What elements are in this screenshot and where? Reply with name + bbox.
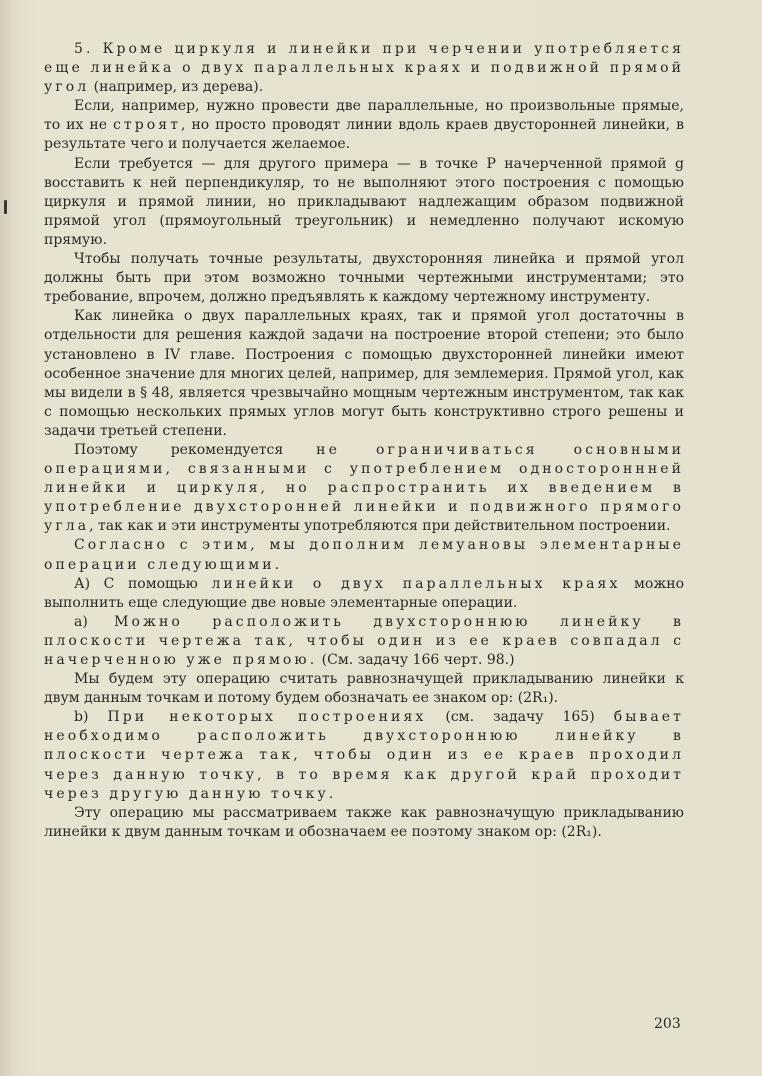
paragraph (44, 250, 684, 307)
spaced-text: строят (112, 117, 182, 134)
text-run: , так как и эти инструменты употребляются при действительном построении. (89, 518, 671, 535)
paragraph (44, 155, 684, 250)
page-number: 203 (654, 1016, 681, 1032)
spaced-text: При некоторых построениях (107, 709, 427, 726)
text-run: А) С помощью (74, 575, 212, 592)
text-run: , но просто проводят линии вдоль краев двусторонней линейки, в результате чего и получается желаемое. (44, 117, 684, 153)
spaced-text: Согласно с этим, мы дополним лемуановы элементарные операции следующими. (44, 537, 684, 573)
text-run: Если требуется — для другого примера — в точке P начерченной прямой g восставить к ней перпендикуляр, то не выполняют этого построения с помощью циркуля и прямой линии, но прикладывают надлежащим образом подвижной прямой угол (прямоугольный треугольник) и немедленно получают искомую прямую. (44, 155, 684, 248)
paragraph (44, 575, 684, 613)
paragraph (44, 40, 684, 97)
text-run: Мы будем эту операцию считать равнозначущей прикладыванию линейки к двум данным точкам и потому будем обозначать ее знаком ор: (2R₁). (44, 671, 684, 707)
text-run: Чтобы получать точные результаты, двухсторонняя линейка и прямой угол должны быть при этом возможно точными чертежными инструментами; это требование, впрочем, должно предъявлять к каждому чертежному инструменту. (44, 251, 684, 306)
paragraph (44, 708, 684, 803)
paragraph (44, 307, 684, 441)
text-run: Как линейка о двух параллельных краях, так и прямой угол достаточны в отдельности для решения каждой задачи на построение второй степени; это было установлено в IV главе. Построения с помощью двухсторонней линейки имеют особенное значение для многих целей, например, для землемерия. Прямой угол, как мы видели в § 48, является чрезвычайно мощным чертежным инструментом, так как с помощью нескольких прямых углов могут быть конструктивно строго решены и задачи третьей степени. (44, 308, 684, 439)
spaced-text: не ограничиваться основными операциями, связанными с употреблением одностороннней линейки и циркуля, но распространить их введением в употребление двухсторонней линейки и подвижного прямого угла (44, 441, 685, 535)
paragraph (44, 804, 684, 842)
text-run: (См. задачу 166 черт. 98.) (317, 652, 515, 668)
text-run: Эту операцию мы рассматриваем также как равнозначущую прикладыванию линейки к двум данным точкам и обозначаем ее поэтому знаком ор: (2R₁). (44, 804, 684, 840)
text-run: b) (74, 709, 108, 726)
text-block (44, 40, 684, 842)
margin-mark (4, 200, 7, 214)
text-run: а) (74, 613, 115, 630)
spaced-text: линейки о двух параллельных краях (211, 575, 621, 592)
spaced-text: 5. Кроме циркуля и линейки при черчении употребляется еще линейка о двух параллельных краях и подвижной прямой угол (44, 41, 684, 96)
text-run: можно выполнить еще следующие две новые элементарные операции. (44, 575, 684, 611)
paragraph (44, 97, 684, 154)
spaced-text: Можно расположить двухстороннюю линейку в плоскости чертежа так, чтобы один из ее краев совпадал с начерченною уже прямою. (44, 613, 684, 668)
paragraph (44, 536, 684, 574)
paragraph (44, 441, 684, 536)
spaced-text: бывает необходимо расположить двухстороннюю линейку в плоскости чертежа так, чтобы один из ее краев проходил через данную точку, в то время как другой край проходит через другую данную точку. (44, 709, 684, 802)
text-run: (например, из дерева). (89, 79, 264, 96)
text-run: Если, например, нужно провести две параллельные, но произвольные прямые, то их не (44, 98, 684, 134)
paragraph (44, 613, 684, 670)
text-run: (см. задачу 165) (426, 709, 614, 726)
paragraph (44, 670, 684, 708)
text-run: Поэтому рекомендуется (74, 441, 317, 458)
